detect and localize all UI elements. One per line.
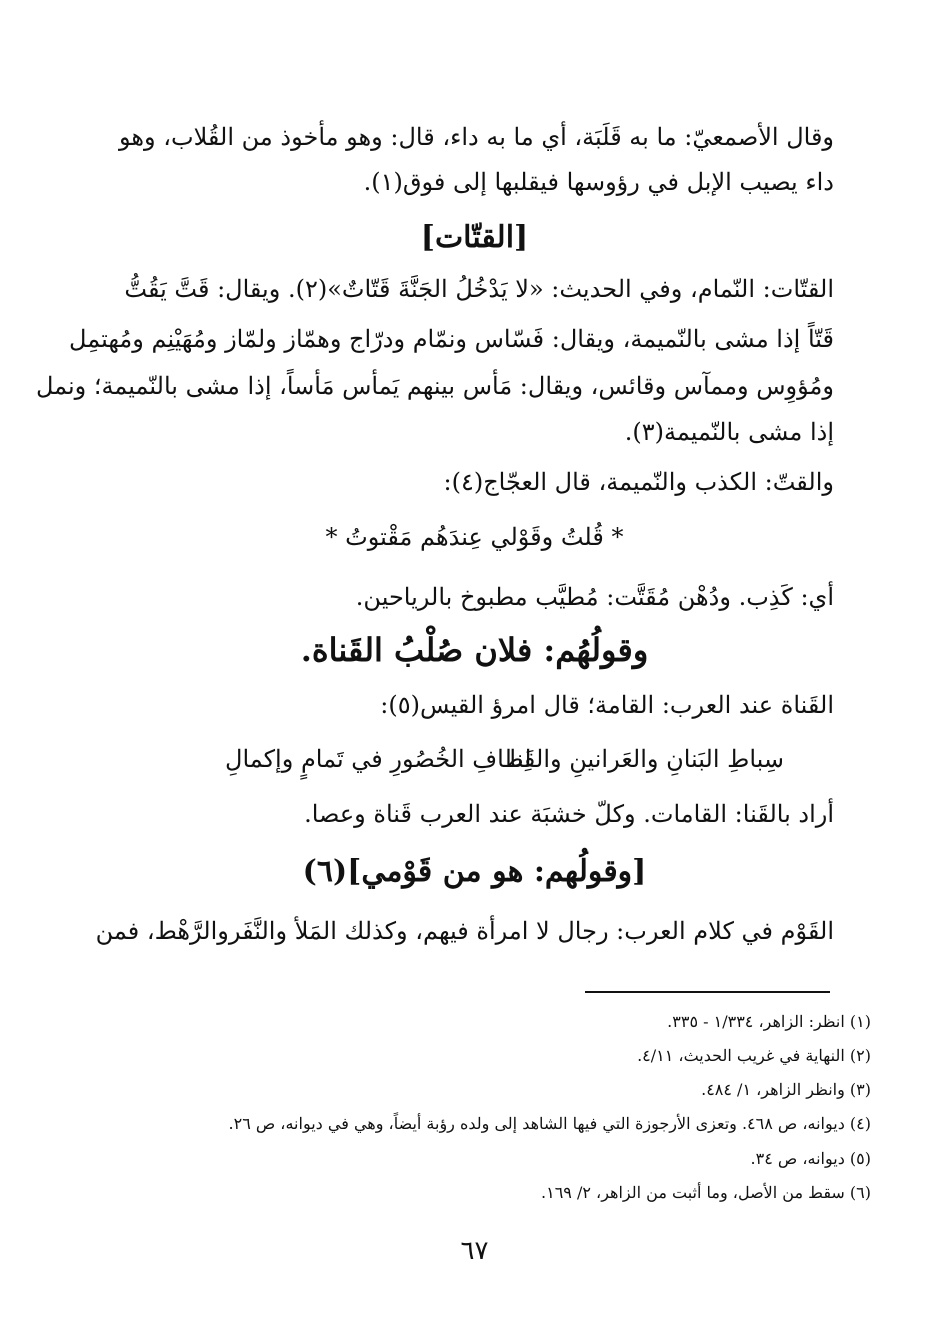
text-line: أي: كَذِب. ودُهْن مُقَتَّت: مُطيَّب مطبوخ بالرياحين. — [355, 583, 834, 611]
footnote-separator — [585, 991, 830, 993]
section-heading: [القتّات] — [420, 220, 529, 255]
section-heading: وقولُهُم: فلان صُلْبُ القَناة. — [300, 631, 649, 669]
text-line: القَناة عند العرب: القامة؛ قال امرؤ القيس(٥): — [380, 691, 834, 719]
footnote: (١) انظر: الزاهر، ١/٣٣٤ - ٣٣٥. — [667, 1012, 871, 1031]
text-line: وقال الأصمعيّ: ما به قَلَبَة، أي ما به داء، قال: وهو مأخوذ من القُلاب، وهو — [118, 123, 834, 151]
page-number: ٦٧ — [460, 1236, 489, 1266]
verse-second-hemistich: لِطافِ الخُصُورِ في تَمامٍ وإكمالِ — [225, 745, 532, 773]
text-line: القتّات: النّمام، وفي الحديث: «لا يَدْخُلُ الجَنَّةَ قَتّاتٌ»(٢). ويقال: قَتَّ يَقُتُّ — [124, 275, 834, 303]
text-line: والقتّ: الكذب والنّميمة، قال العجّاج(٤): — [443, 468, 834, 496]
section-heading: [وقولُهم: هو من قَوْمي](٦) — [302, 854, 647, 889]
verse-first-hemistich: سِباطِ البَنانِ والعَرانينِ والقَنا — [509, 745, 784, 773]
footnote: (٦) سقط من الأصل، وما أثبت من الزاهر، ٢/ ١٦٩. — [541, 1183, 871, 1202]
text-line: القَوْم في كلام العرب: رجال لا امرأة فيهم، وكذلك المَلأ والنَّفَروالرَّهْط، فمن — [95, 917, 834, 945]
footnote: (٣) وانظر الزاهر، ١/ ٤٨٤. — [701, 1080, 871, 1099]
footnote: (٤) ديوانه، ص ٤٦٨. وتعزى الأرجوزة التي فيها الشاهد إلى ولده رؤبة أيضاً، وهي في ديوانه، ص ٢٦. — [228, 1114, 871, 1133]
text-line: داء يصيب الإبل في رؤوسها فيقلبها إلى فوق(١). — [363, 168, 834, 196]
text-line: ومُؤوِس وممآس وقائس، ويقال: مَأس بينهم يَمأس مَأساً، إذا مشى بالنّميمة؛ ونمل — [35, 372, 834, 400]
text-line: أراد بالقَنا: القامات. وكلّ خشبَة عند العرب قَناة وعصا. — [304, 800, 834, 828]
text-line: إذا مشى بالنّميمة(٣). — [624, 418, 834, 446]
poetry-verse: * قُلتُ وقَوْلي عِندَهُم مَقْتوتُ * — [325, 523, 624, 551]
footnote: (٥) ديوانه، ص ٣٤. — [750, 1149, 871, 1168]
footnote: (٢) النهاية في غريب الحديث، ٤/١١. — [637, 1046, 871, 1065]
text-line: قَتّاً إذا مشى بالنّميمة، ويقال: فَسّاس ونمّام ودرّاج وهمّاز ولمّاز ومُهَيْنِم ومُهتمِل — [69, 325, 834, 353]
